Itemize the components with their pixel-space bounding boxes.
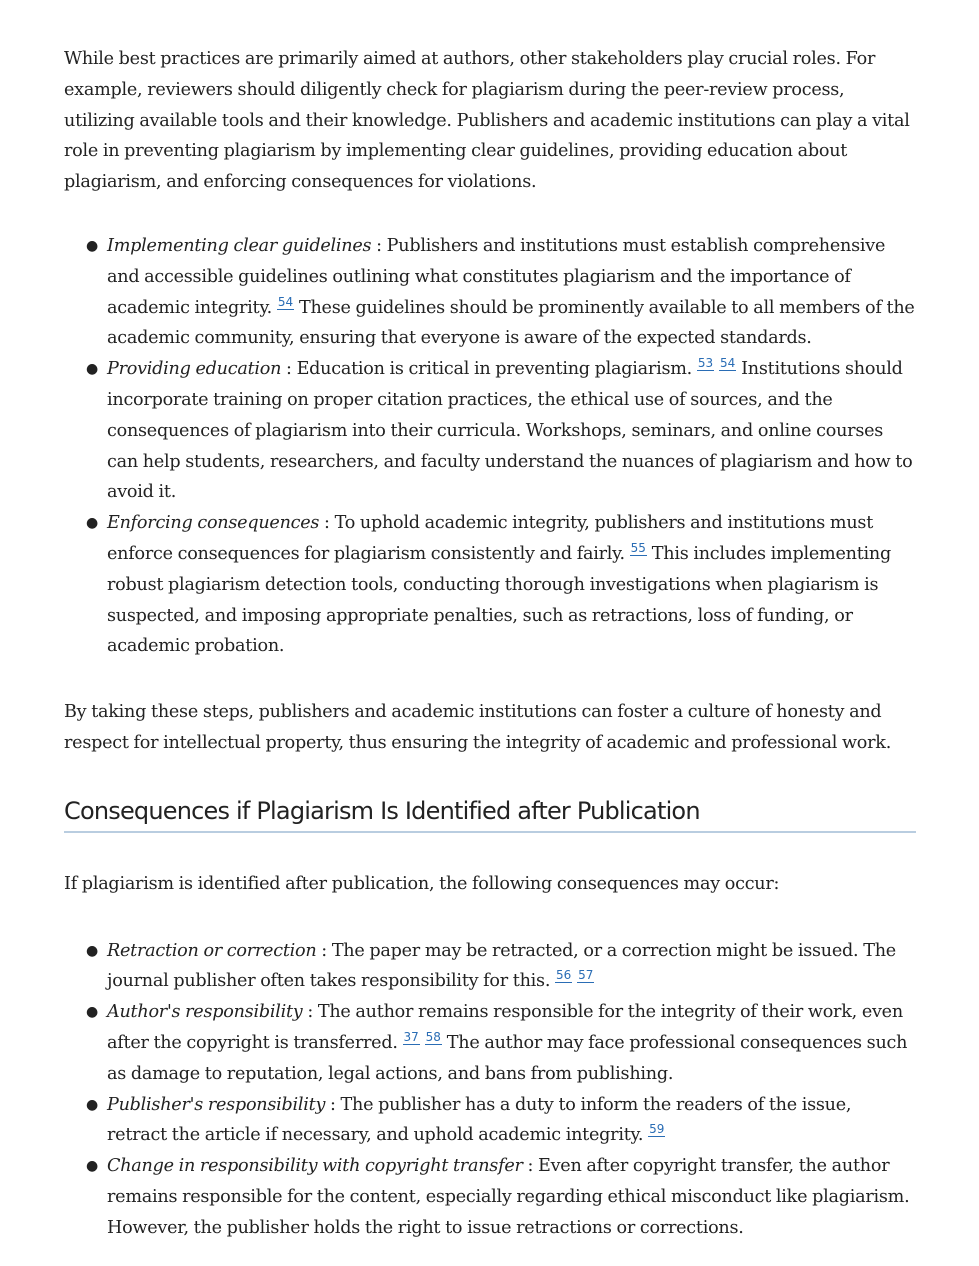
list-item-text: The author may face professional consequences such as damage to reputation, legal actions, and bans from publishing. xyxy=(107,1032,908,1084)
citation-link[interactable]: 54 xyxy=(277,294,294,309)
citation-link[interactable]: 54 xyxy=(719,356,736,371)
list-item-text: : The publisher has a duty to inform the readers of the issue, retract the article if necessary, and uphold academic integrity. xyxy=(107,1094,852,1146)
bullet-icon: ● xyxy=(86,1004,98,1021)
list-item-text: : The author remains responsible for the integrity of their work, even after the copyright is transferred. xyxy=(107,1002,903,1053)
list-item xyxy=(86,1090,916,1152)
list-item-term: Retraction or correction xyxy=(107,940,317,961)
list-item xyxy=(86,1151,916,1243)
list-item-text: : To uphold academic integrity, publishers and institutions must enforce consequences for plagiarism consistently and fairly. xyxy=(107,513,874,564)
list-item-text: : Publishers and institutions must establish comprehensive and accessible guidelines outlining what constitutes plagiarism and the importance of academic integrity. xyxy=(107,235,886,318)
bullet-icon: ● xyxy=(86,942,98,959)
article-content xyxy=(64,44,916,1244)
list-item-text: These guidelines should be prominently available to all members of the academic community, ensuring that everyone is aware of the expected standards. xyxy=(107,297,915,349)
list-item-text: : The paper may be retracted, or a correction might be issued. The journal publisher often takes responsibility for this. xyxy=(107,940,896,992)
bullet-icon: ● xyxy=(86,361,98,378)
closing-paragraph: By taking these steps, publishers and academic institutions can foster a culture of honesty and respect for intellectual property, thus ensuring the integrity of academic and professional work. xyxy=(64,702,892,753)
citation-link[interactable]: 57 xyxy=(578,968,594,983)
intro-paragraph: While best practices are primarily aimed at authors, other stakeholders play crucial roles. For example, reviewers should diligently check for plagiarism during the peer-review process, utilizing available tools and their knowledge. Publishers and academic institutions can play a vital role in preventing plagiarism by implementing clear guidelines, providing education about plagiarism, and enforcing consequences for violations. xyxy=(64,49,910,193)
list-item xyxy=(86,997,916,1089)
section-heading: Consequences if Plagiarism Is Identified after Publication xyxy=(64,795,916,833)
citation-link[interactable]: 37 xyxy=(403,1030,419,1045)
bullet-icon: ● xyxy=(86,515,98,532)
list-item-text: This includes implementing robust plagiarism detection tools, conducting thorough investigations when plagiarism is suspected, and imposing appropriate penalties, such as retractions, loss of funding, or academic probation. xyxy=(107,543,891,657)
citation-link[interactable]: 55 xyxy=(630,541,646,556)
citation-link[interactable]: 58 xyxy=(425,1030,441,1045)
list-item-term: Providing education xyxy=(107,359,282,380)
consequences-list xyxy=(64,936,916,1244)
list-item-term: Implementing clear guidelines xyxy=(107,235,372,256)
prevention-list xyxy=(64,231,916,662)
list-item-text: : Even after copyright transfer, the author remains responsible for the content, especially regarding ethical misconduct like plagiarism. However, the publisher holds the right to issue retractions or corrections. xyxy=(107,1156,910,1238)
list-item-text: : Education is critical in preventing plagiarism. xyxy=(281,359,697,380)
list-item xyxy=(86,231,916,354)
list-item-term: Author's responsibility xyxy=(107,1002,303,1023)
list-item-term: Publisher's responsibility xyxy=(107,1094,326,1115)
bullet-icon: ● xyxy=(86,1096,98,1113)
list-item xyxy=(86,354,916,508)
list-item-term: Enforcing consequences xyxy=(107,513,320,534)
list-item-term: Change in responsibility with copyright transfer xyxy=(107,1156,523,1177)
list-item xyxy=(86,936,916,998)
section-intro: If plagiarism is identified after publication, the following consequences may occur: xyxy=(64,873,780,894)
citation-link[interactable]: 59 xyxy=(649,1122,665,1137)
bullet-icon: ● xyxy=(86,237,98,254)
list-item xyxy=(86,508,916,662)
list-item-text: Institutions should incorporate training on proper citation practices, the ethical use of sources, and the consequences of plagiarism into their curricula. Workshops, seminars, and online courses can help students, researchers, and faculty understand the nuances of plagiarism and how to avoid it. xyxy=(107,359,913,503)
bullet-icon: ● xyxy=(86,1158,98,1175)
citation-link[interactable]: 56 xyxy=(556,968,572,983)
citation-link[interactable]: 53 xyxy=(697,356,714,371)
